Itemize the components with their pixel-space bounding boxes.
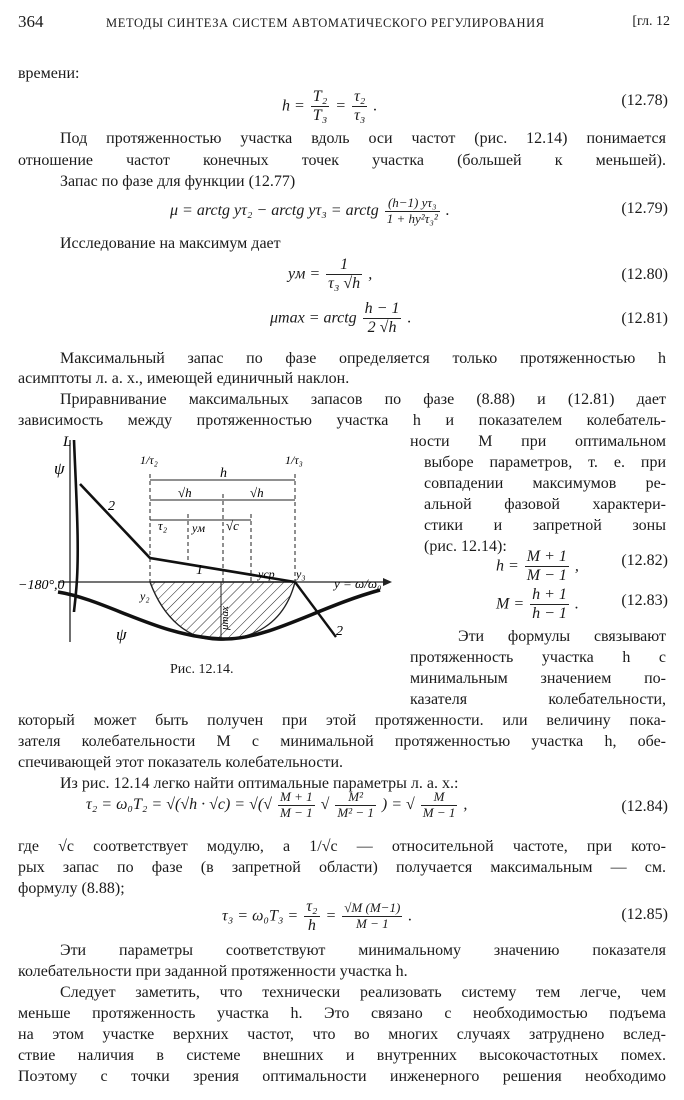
eq-num: √M (M−1) [344,900,401,916]
eq-lhs: h = [282,97,305,115]
eq-fraction [385,196,440,227]
text-line: колебательности при заданной протяженности участка h. [18,963,408,980]
eq-lhs: h = [496,557,519,575]
psi-curve-left [74,440,78,612]
label-inv-tau2: 1/τ₂ [140,453,158,467]
eq-tail: , [574,557,579,575]
label-y2: y₂ [140,589,150,603]
label-2-top: 2 [108,499,115,514]
eq-num: (h−1) yτ₃ [387,195,437,210]
dashed-guides [150,474,295,582]
text-line: формулу (8.88); [18,880,125,897]
equation-12-79 [170,196,450,227]
label-yM: yм [192,521,205,535]
text-line: который может быть получен при этой протяженности. или величину пока- [18,712,666,729]
text-line: стики и запретной зоны [424,517,666,534]
eq-fraction [278,790,315,821]
eq-num: τ₂ [306,898,318,915]
eq-fraction [530,586,569,624]
eq-tail: , [368,265,373,283]
label-ycp: yср [258,567,275,581]
text-line: Исследование на максимум дает [60,235,281,252]
text-line: зависимость между протяженностью участка h и показателем колебатель- [18,412,666,429]
text-line: времени: [18,65,80,82]
label-h: h [220,466,227,481]
eq-sign: = [325,907,337,925]
eq-fraction [311,88,329,126]
label-L: L [63,434,72,450]
equation-12-80 [288,256,372,294]
label-mu-max: μmax [219,606,231,630]
text-line: Из рис. 12.14 легко найти оптимальные параметры л. а. х.: [60,775,459,792]
eq-den: M − 1 [280,804,313,820]
eq-num: M + 1 [526,548,567,565]
axis-arrow [383,578,392,586]
eq-lhs: μ = arctg yτ₂ − arctg yτ₃ = arctg [170,202,379,220]
text-line: ствие наличия в системе внешних и внутренних высокочастотных помех. [18,1047,666,1064]
label-inv-tau3: 1/τ₃ [285,453,303,467]
text-line: ности M при оптимальном [410,433,666,450]
eq-fraction [363,300,402,338]
text-line: протяженность участка h с [410,649,666,666]
label-tau2: τ₂ [158,518,168,533]
eq-fraction [352,88,367,126]
equation-number: (12.80) [621,266,668,283]
eq-den: T₃ [312,107,328,125]
eq-fraction [326,256,362,294]
eq-den: M² − 1 [337,804,374,820]
label-axis: −180°,0 [18,578,65,593]
eq-num: M + 1 [280,789,313,804]
equation-12-82 [496,548,579,586]
eq-num: τ₂ [354,88,366,105]
eq-num: M [433,789,445,804]
text-line: Под протяженностью участка вдоль оси частот (рис. 12.14) понимается [60,130,666,147]
eq-fraction [421,790,458,821]
dimension-lines [150,480,295,520]
text-line: где √c соответствует модулю, а 1/√c — относительной частоте, при кото- [18,838,666,855]
text-line: меньше протяженность участка h. Это связано с необходимостью подъема [18,1005,666,1022]
text-line: асимптоты л. а. х., имеющей единичный наклон. [18,370,350,387]
eq-lhs: yм = [288,265,321,283]
text-line: альной фазовой характери- [424,496,666,513]
eq-fraction [304,898,319,936]
eq-den: τ₃ √h [328,275,361,293]
page-header [18,12,670,38]
text-line: (рис. 12.14): [424,538,507,555]
eq-fraction [525,548,569,586]
equation-12-83 [496,586,579,624]
equation-number: (12.85) [621,906,668,923]
eq-num: h − 1 [364,300,400,317]
eq-fraction [342,901,402,932]
eq-tail: . [373,97,378,115]
label-sqrt-h-1: √h [178,485,192,500]
page-number: 364 [18,12,44,31]
text-line: Следует заметить, что технически реализовать систему тем легче, чем [60,984,666,1001]
equation-12-85 [222,898,412,936]
text-line: рых запас по фазе (в запретной области) получается максимальным — см. [18,859,666,876]
eq-den: M − 1 [526,567,567,585]
eq-den: h − 1 [532,605,567,623]
text-line: совпадении максимумов ре- [424,475,666,492]
eq-num: h + 1 [532,586,567,603]
label-sqrt-h-2: √h [250,485,264,500]
equation-number: (12.84) [621,798,668,815]
label-1: 1 [196,563,203,578]
text-line: Эти параметры соответствуют минимальному значению показателя [60,942,666,959]
text-line: на этом участке верхних частот, что во многих случаях затруднено вслед- [18,1026,666,1043]
figure-12-14 [18,432,404,658]
eq-den: τ₃ [354,107,366,125]
eq-fraction [335,790,376,821]
text-line: выборе параметров, т. е. при [424,454,666,471]
eq-sign: = [335,97,347,115]
eq-tail: , [463,796,468,814]
eq-lhs: τ₃ = ω₀T₃ = [222,907,299,925]
text-line: Максимальный запас по фазе определяется только протяженностью h [60,350,666,367]
text-line: зателя колебательности M с минимальной протяженностью участка h, обе- [18,733,666,750]
eq-lhs: M = [496,595,525,613]
text-line: минимальным значением по- [410,670,666,687]
eq-tail: . [407,309,412,327]
equation-number: (12.81) [621,310,668,327]
eq-tail: . [574,595,579,613]
eq-tail: . [408,907,413,925]
eq-lhs: τ₂ = ω₀T₂ = √(√h · √c) = √(√ [86,796,272,814]
eq-tail: . [445,202,450,220]
text-line: отношение частот конечных точек участка (большей к меньшей). [18,152,666,169]
chapter-label: [гл. 12 [632,14,670,29]
equation-number: (12.78) [621,92,668,109]
eq-num: T₂ [312,88,328,105]
text-line: казателя колебательности, [410,691,666,708]
equation-12-81 [270,300,411,338]
eq-sign: ) = √ [381,796,415,814]
eq-den: h [304,916,319,935]
equation-number: (12.83) [621,592,668,609]
eq-num: M² [348,789,363,804]
equation-number: (12.79) [621,200,668,217]
eq-den: M − 1 [342,916,402,932]
text-line: спечивающей этот показатель колебательности. [18,754,344,771]
lax-asymptote-right [295,582,336,637]
label-y3: y₃ [296,567,306,581]
text-line: Эти формулы связывают [458,628,666,645]
eq-num: 1 [340,256,349,273]
label-psi-top: ψ [54,459,65,478]
text-line: Запас по фазе для функции (12.77) [60,173,296,190]
eq-lhs: μmax = arctg [270,309,357,327]
equation-12-84 [86,790,467,821]
text-line: Приравнивание максимальных запасов по фазе (8.88) и (12.81) дает [60,391,666,408]
equation-12-78 [282,88,377,126]
eq-sign: √ [320,796,330,814]
eq-den: M − 1 [422,804,456,820]
label-sqrt-c: √c [226,518,239,533]
text-line: Поэтому с точки зрения оптимальности инженерного решения необходимо [18,1068,666,1085]
label-2-bottom: 2 [336,624,343,639]
running-title: МЕТОДЫ СИНТЕЗА СИСТЕМ АВТОМАТИЧЕСКОГО РЕГУЛИРОВАНИЯ [106,16,545,30]
eq-den: 1 + hy²τ₃² [386,210,438,226]
equation-number: (12.82) [621,552,668,569]
eq-den: 2 √h [363,318,402,337]
label-axis-y: y = ω/ω₀ [334,576,382,591]
figure-caption: Рис. 12.14. [170,662,234,677]
label-psi-bottom: ψ [116,625,127,644]
